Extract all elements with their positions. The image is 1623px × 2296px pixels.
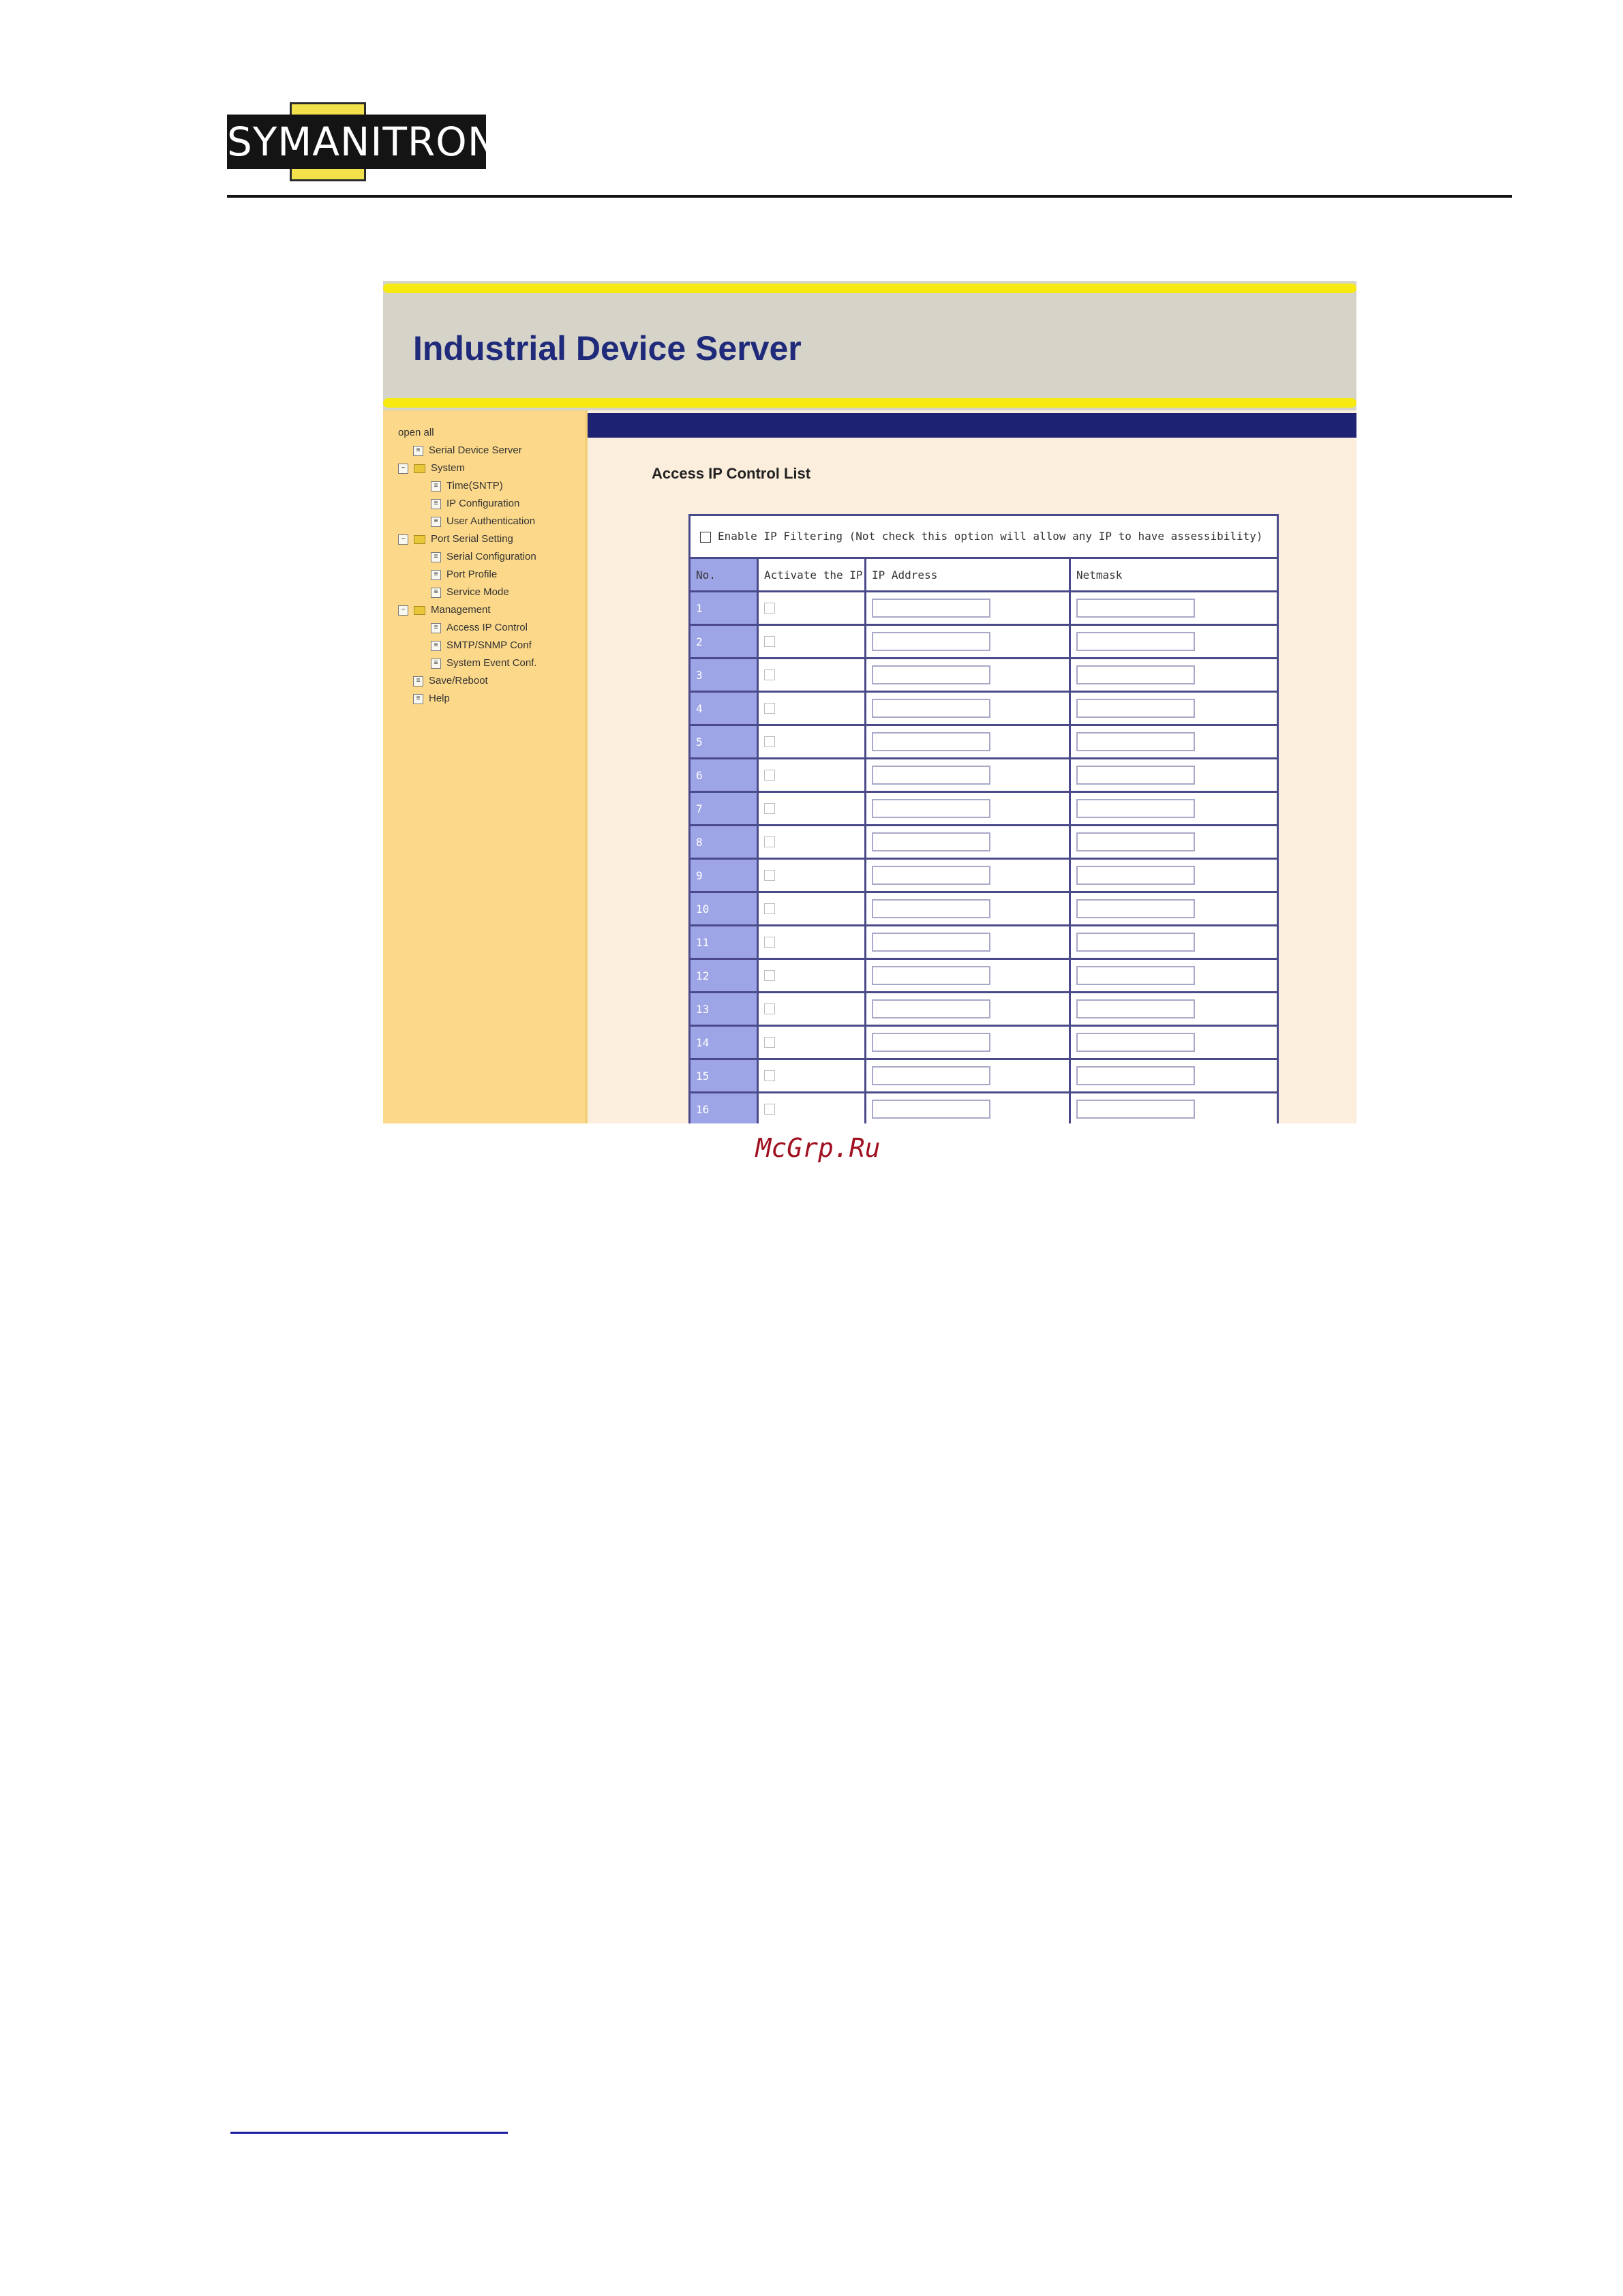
activate-ip-checkbox[interactable]	[764, 770, 775, 781]
ip-address-input[interactable]	[872, 899, 990, 918]
activate-ip-checkbox[interactable]	[764, 937, 775, 948]
sidebar-item-label: Service Mode	[446, 586, 509, 598]
row-number: 16	[691, 1093, 759, 1123]
activate-cell	[759, 592, 866, 624]
netmask-input[interactable]	[1076, 699, 1195, 718]
row-number: 10	[691, 893, 759, 924]
ip-address-input[interactable]	[872, 999, 990, 1018]
table-row	[691, 759, 1277, 793]
collapse-toggle-icon[interactable]: −	[398, 464, 408, 474]
enable-filter-checkbox[interactable]	[700, 532, 711, 543]
netmask-input[interactable]	[1076, 799, 1195, 818]
ip-address-input[interactable]	[872, 665, 990, 684]
ip-cell	[866, 960, 1071, 991]
netmask-cell	[1071, 726, 1277, 757]
activate-cell	[759, 1060, 866, 1091]
netmask-input[interactable]	[1076, 866, 1195, 885]
netmask-cell	[1071, 759, 1277, 791]
row-number: 13	[691, 993, 759, 1025]
page-icon: ≡	[413, 676, 423, 686]
activate-ip-checkbox[interactable]	[764, 1003, 775, 1014]
activate-cell	[759, 693, 866, 724]
activate-cell	[759, 860, 866, 891]
netmask-cell	[1071, 926, 1277, 958]
page-icon: ≡	[431, 481, 441, 492]
table-row	[691, 993, 1277, 1027]
row-number: 1	[691, 592, 759, 624]
ip-cell	[866, 1093, 1071, 1123]
activate-ip-checkbox[interactable]	[764, 736, 775, 747]
ip-cell	[866, 793, 1071, 824]
row-number: 4	[691, 693, 759, 724]
ip-address-input[interactable]	[872, 866, 990, 885]
sidebar-item[interactable]	[398, 530, 537, 548]
folder-icon	[414, 606, 425, 615]
ip-address-input[interactable]	[872, 1066, 990, 1085]
banner-top-stripe	[383, 284, 1356, 293]
ip-cell	[866, 626, 1071, 657]
sidebar-item-label: User Authentication	[446, 515, 536, 527]
sidebar-item-label: Time(SNTP)	[446, 480, 503, 492]
activate-ip-checkbox[interactable]	[764, 1104, 775, 1115]
access-ip-table	[688, 514, 1279, 1123]
table-row	[691, 592, 1277, 626]
sidebar-item-label: Port Serial Setting	[431, 533, 513, 545]
table-row	[691, 960, 1277, 993]
ip-address-input[interactable]	[872, 632, 990, 651]
netmask-input[interactable]	[1076, 599, 1195, 618]
sidebar-item[interactable]	[398, 513, 537, 530]
sidebar-item-label: Access IP Control	[446, 622, 528, 633]
symanitron-logo	[227, 102, 498, 181]
activate-cell	[759, 659, 866, 691]
netmask-input[interactable]	[1076, 966, 1195, 985]
ip-cell	[866, 993, 1071, 1025]
main-panel	[588, 410, 1356, 1123]
sidebar-item-label: Save/Reboot	[429, 675, 488, 686]
table-row	[691, 1093, 1277, 1123]
sidebar-item[interactable]	[398, 637, 537, 654]
sidebar-item[interactable]	[398, 619, 537, 637]
ip-cell	[866, 826, 1071, 858]
row-number: 5	[691, 726, 759, 757]
column-header-no: No.	[691, 559, 759, 590]
netmask-input[interactable]	[1076, 732, 1195, 751]
ip-address-input[interactable]	[872, 732, 990, 751]
sidebar-open-all[interactable]: open all	[398, 427, 434, 438]
activate-cell	[759, 893, 866, 924]
column-header-ip: IP Address	[866, 559, 1071, 590]
netmask-cell	[1071, 960, 1277, 991]
row-number: 8	[691, 826, 759, 858]
page-icon: ≡	[431, 623, 441, 633]
netmask-cell	[1071, 1093, 1277, 1123]
activate-ip-checkbox[interactable]	[764, 970, 775, 981]
activate-ip-checkbox[interactable]	[764, 836, 775, 847]
logo-text: SYMANITRON	[227, 115, 486, 169]
activate-cell	[759, 1093, 866, 1123]
sidebar-item[interactable]	[398, 672, 537, 690]
page-title: Access IP Control List	[652, 465, 811, 482]
netmask-cell	[1071, 860, 1277, 891]
ip-cell	[866, 759, 1071, 791]
activate-cell	[759, 759, 866, 791]
netmask-cell	[1071, 626, 1277, 657]
activate-cell	[759, 626, 866, 657]
ip-cell	[866, 659, 1071, 691]
sidebar-item[interactable]	[398, 459, 537, 477]
page-icon: ≡	[431, 588, 441, 598]
folder-icon	[414, 464, 425, 473]
sidebar-item[interactable]	[398, 584, 537, 601]
ip-cell	[866, 893, 1071, 924]
folder-icon	[414, 535, 425, 544]
collapse-toggle-icon[interactable]: −	[398, 534, 408, 545]
app-banner	[383, 281, 1356, 410]
netmask-cell	[1071, 793, 1277, 824]
sidebar-item[interactable]	[398, 601, 537, 619]
table-row	[691, 826, 1277, 860]
watermark: McGrp.Ru	[755, 1133, 881, 1163]
ip-address-input[interactable]	[872, 799, 990, 818]
sidebar-item[interactable]	[398, 548, 537, 566]
page-icon: ≡	[431, 570, 441, 580]
netmask-input[interactable]	[1076, 632, 1195, 651]
sidebar-item-label: System Event Conf.	[446, 657, 537, 669]
netmask-cell	[1071, 893, 1277, 924]
table-row	[691, 793, 1277, 826]
table-row	[691, 626, 1277, 659]
top-navbar	[588, 413, 1356, 438]
sidebar-item[interactable]	[398, 654, 537, 672]
activate-ip-checkbox[interactable]	[764, 603, 775, 614]
page-icon: ≡	[413, 446, 423, 456]
ip-address-input[interactable]	[872, 599, 990, 618]
ip-cell	[866, 592, 1071, 624]
row-number: 6	[691, 759, 759, 791]
ui-screenshot	[383, 281, 1356, 1123]
sidebar-tree	[398, 424, 537, 708]
activate-cell	[759, 793, 866, 824]
collapse-toggle-icon[interactable]: −	[398, 605, 408, 616]
ip-address-input[interactable]	[872, 1100, 990, 1119]
netmask-cell	[1071, 1027, 1277, 1058]
netmask-input[interactable]	[1076, 1100, 1195, 1119]
activate-ip-checkbox[interactable]	[764, 636, 775, 647]
table-row	[691, 893, 1277, 926]
page-icon: ≡	[413, 694, 423, 704]
table-row	[691, 659, 1277, 693]
activate-cell	[759, 926, 866, 958]
ip-address-input[interactable]	[872, 699, 990, 718]
sidebar-item-label: Management	[431, 604, 491, 616]
table-row	[691, 693, 1277, 726]
sidebar	[383, 410, 588, 1123]
column-header-activate: Activate the IP	[759, 559, 866, 590]
enable-filter-row	[691, 516, 1277, 559]
ip-address-input[interactable]	[872, 766, 990, 785]
netmask-cell	[1071, 993, 1277, 1025]
netmask-input[interactable]	[1076, 766, 1195, 785]
activate-ip-checkbox[interactable]	[764, 803, 775, 814]
sidebar-item-label: SMTP/SNMP Conf	[446, 639, 532, 651]
activate-cell	[759, 726, 866, 757]
page-icon: ≡	[431, 641, 441, 651]
sidebar-item-label: Serial Device Server	[429, 444, 522, 456]
ip-cell	[866, 726, 1071, 757]
ip-address-input[interactable]	[872, 1033, 990, 1052]
enable-filter-label: Enable IP Filtering (Not check this option will allow any IP to have assessibility)	[718, 530, 1263, 543]
ip-cell	[866, 926, 1071, 958]
ip-cell	[866, 860, 1071, 891]
netmask-input[interactable]	[1076, 999, 1195, 1018]
netmask-cell	[1071, 693, 1277, 724]
table-row	[691, 860, 1277, 893]
ip-cell	[866, 1060, 1071, 1091]
banner-bottom-stripe	[383, 398, 1356, 408]
sidebar-item[interactable]	[398, 477, 537, 495]
table-header-row	[691, 559, 1277, 592]
table-row	[691, 726, 1277, 759]
activate-ip-checkbox[interactable]	[764, 870, 775, 881]
table-row	[691, 1027, 1277, 1060]
activate-ip-checkbox[interactable]	[764, 703, 775, 714]
activate-ip-checkbox[interactable]	[764, 1037, 775, 1048]
netmask-cell	[1071, 659, 1277, 691]
row-number: 2	[691, 626, 759, 657]
netmask-input[interactable]	[1076, 1033, 1195, 1052]
netmask-cell	[1071, 826, 1277, 858]
row-number: 7	[691, 793, 759, 824]
netmask-cell	[1071, 592, 1277, 624]
activate-ip-checkbox[interactable]	[764, 1070, 775, 1081]
sidebar-item[interactable]	[398, 442, 537, 459]
page-icon: ≡	[431, 499, 441, 509]
sidebar-item-label: Help	[429, 693, 450, 704]
row-number: 15	[691, 1060, 759, 1091]
footnote-rule	[230, 2132, 508, 2134]
row-number: 3	[691, 659, 759, 691]
header-rule	[227, 195, 1512, 198]
row-number: 14	[691, 1027, 759, 1058]
netmask-input[interactable]	[1076, 665, 1195, 684]
sidebar-item[interactable]	[398, 566, 537, 584]
table-row	[691, 1060, 1277, 1093]
row-number: 12	[691, 960, 759, 991]
sidebar-item[interactable]	[398, 690, 537, 708]
ip-address-input[interactable]	[872, 933, 990, 952]
page-icon: ≡	[431, 659, 441, 669]
row-number: 9	[691, 860, 759, 891]
sidebar-item-label: System	[431, 462, 466, 474]
sidebar-item-label: Port Profile	[446, 569, 498, 580]
ip-address-input[interactable]	[872, 966, 990, 985]
netmask-input[interactable]	[1076, 1066, 1195, 1085]
netmask-input[interactable]	[1076, 899, 1195, 918]
page-icon: ≡	[431, 517, 441, 527]
activate-ip-checkbox[interactable]	[764, 669, 775, 680]
activate-cell	[759, 960, 866, 991]
netmask-input[interactable]	[1076, 933, 1195, 952]
activate-cell	[759, 1027, 866, 1058]
sidebar-item-label: Serial Configuration	[446, 551, 536, 562]
sidebar-item-label: IP Configuration	[446, 498, 520, 509]
ip-address-input[interactable]	[872, 832, 990, 851]
ip-cell	[866, 1027, 1071, 1058]
activate-cell	[759, 993, 866, 1025]
column-header-netmask: Netmask	[1076, 568, 1123, 581]
sidebar-item[interactable]	[398, 495, 537, 513]
netmask-input[interactable]	[1076, 832, 1195, 851]
table-row	[691, 926, 1277, 960]
ip-cell	[866, 693, 1071, 724]
activate-ip-checkbox[interactable]	[764, 903, 775, 914]
activate-cell	[759, 826, 866, 858]
netmask-cell	[1071, 1060, 1277, 1091]
app-title: Industrial Device Server	[413, 329, 802, 367]
page-icon: ≡	[431, 552, 441, 562]
row-number: 11	[691, 926, 759, 958]
